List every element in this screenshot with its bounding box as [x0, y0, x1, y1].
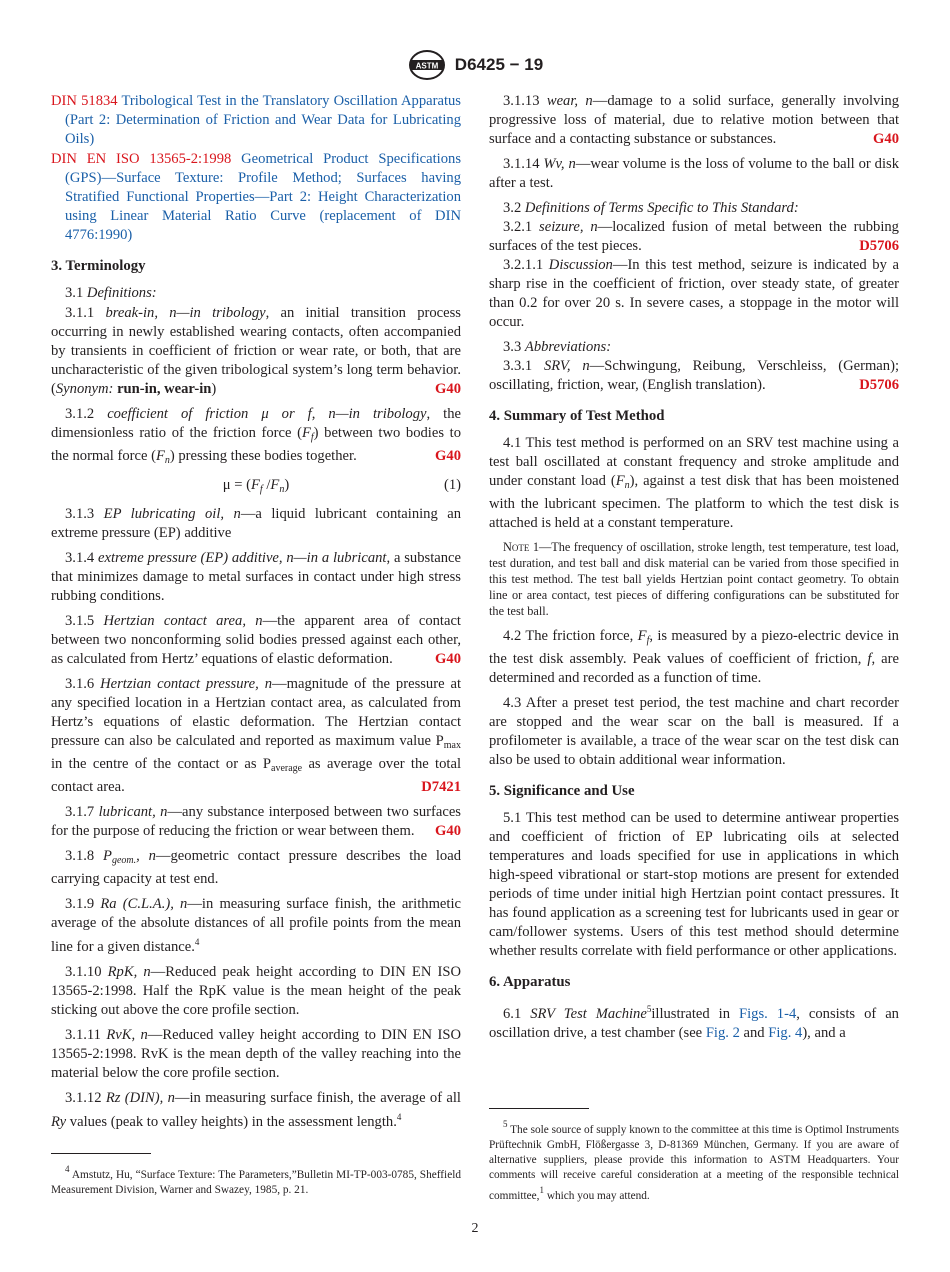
page-number: 2	[471, 1221, 479, 1236]
para-3-1-3: 3.1.3 EP lubricating oil, n—a liquid lubricant containing an extreme pressure (EP) additive	[51, 506, 462, 541]
reference-din-en-iso-13565	[51, 150, 461, 245]
para-3-1-10: 3.1.10 RpK, n—Reduced peak height according to DIN EN ISO 13565-2:1998. Half the RpK value is the mean height of the peak sticking out above the core profile section.	[51, 964, 462, 1018]
footnote-rule	[51, 1153, 151, 1154]
reference-tag[interactable]: D7421	[421, 779, 461, 795]
footnote-4: $^4$ Amstutz, Hu, “Surface Texture: The Parameters,”Bulletin MI-TP-003-0785, Sheffield Measurement Division, Warner and Swazey, 1985, p. 21.	[51, 1164, 461, 1196]
para-4-3: 4.3 After a preset test period, the test machine and chart recorder are stopped and the wear scar on the ball is measured. If a profilometer is available, a trace of the wear scar on the test disk can also be used to obtain additional wear information.	[489, 695, 899, 768]
figure-link[interactable]: Fig. 2	[705, 1025, 740, 1041]
para-3-1-13: 3.1.13 wear, n—damage to a solid surface, generally involving progressive loss of material, due to relative motion between that surface and a contacting substance or substances. G40	[489, 93, 900, 147]
para-5-1: 5.1 This test method can be used to determine antiwear properties and coefficient of friction of EP lubricating oils at selected temperatures and loads specified for use in applications in which high-speed vibrational or start-stop motions are present for extended periods of time under initial high Hertzian point contact pressures. It has found application as a screening test for lubricants used in gear or cam/follower systems. Users of this test method should determine whether results correlate with field performance or other applications.	[489, 810, 899, 959]
para-3-3: 3.3 Abbreviations:	[503, 339, 612, 355]
para-4-1: 4.1 This test method is performed on an SRV test machine using a test ball oscillated at constant frequency and stroke amplitude and under constant load $(F_n)$, against a test disk that has been moistened with the lubricant specimen. The platform to which the test disk is attached is held at a constant temperature.	[489, 435, 899, 531]
reference-tag[interactable]: G40	[873, 131, 899, 147]
reference-code[interactable]: DIN 51834	[51, 93, 118, 109]
standard-designation: D6425 − 19	[454, 55, 544, 74]
para-4-2: 4.2 The friction force, $F_f$, is measured by a piezo-electric device in the test disk assembly. Peak values of coefficient of friction, f, are determined and recorded as a function of time.	[489, 628, 899, 686]
para-3-1-14: 3.1.14 Wv, n—wear volume is the loss of volume to the ball or disk after a test.	[489, 156, 899, 191]
figure-link[interactable]: Figs. 1-4	[739, 1006, 797, 1022]
equation-1: $\mu = (F_f$ $/F_n$) (1)	[222, 477, 461, 495]
para-3-1-7: 3.1.7 lubricant, n—any substance interposed between two surfaces for the purpose of reducing the friction or wear between them. G40	[51, 804, 461, 839]
reference-din51834	[51, 92, 461, 149]
footnote-5: $^5$ The sole source of supply known to the committee at this time is Optimol Instruments Prüftechnik GmbH, Flößergasse 3, D-81369 München, Germany. If you are aware of alternative suppliers, please provide this information to ASTM Headquarters. Your comments will receive careful consideration at a meeting of the responsible technical committee,$^1$ which you may attend.	[489, 1119, 899, 1202]
right-column	[489, 92, 899, 1049]
para-3-3-1: 3.3.1 SRV, n—Schwingung, Reibung, Verschleiss, (German); oscillating, friction, wear, (English translation). D5706	[489, 358, 900, 393]
reference-tag[interactable]: G40	[435, 448, 461, 464]
para-3-1: 3.1 Definitions:	[65, 285, 157, 301]
para-3-1-1: 3.1.1 break-in, n—in tribology, an initial transition process occurring in newly established wearing contacts, often accompanied by transients in coefficient of friction or wear rate, or both, that are uncharacteristic of the given tribological system’s long term behavior. (Synonym: run-in, wear-in) G40	[51, 305, 461, 397]
svg-text:ASTM: ASTM	[415, 61, 439, 71]
reference-tag[interactable]: D5706	[859, 238, 899, 254]
para-3-2: 3.2 Definitions of Terms Specific to This Standard:	[503, 200, 799, 216]
reference-code[interactable]: DIN EN ISO 13565-2:1998	[51, 151, 232, 167]
para-3-1-5: 3.1.5 Hertzian contact area, n—the apparent area of contact between two nonconforming solid bodies pressed against each other, as calculated from Hertz’ equations of elastic deformation. G40	[51, 613, 461, 667]
para-3-1-6: 3.1.6 Hertzian contact pressure, n—magnitude of the pressure at any specified location in a Hertzian contact area, as calculated from Hertz’s equations of elastic deformation. The Hertzian contact pressure can also be calculated and reported as maximum value $P_{max}$ in the centre of the contact or as $P_{average}$ as average over the total contact area. D7421	[51, 676, 462, 795]
note-1: Note 1—The frequency of oscillation, stroke length, test temperature, test load, test duration, and test ball and disk material can be varied from those specified in this test method. The test ball yields Hertzian point contact geometry. To obtain line or area contact, test pieces of differing configurations can be substituted for the test ball.	[489, 540, 899, 618]
reference-title[interactable]: Tribological Test in the Translatory Oscillation Apparatus (Part 2: Determination of Friction and Wear Data for Lubricating Oils)	[65, 93, 461, 147]
para-3-1-9: 3.1.9 Ra (C.L.A.), n—in measuring surface finish, the arithmetic average of the absolute distances of all profile points from the mean line for a given distance.$^4$	[51, 896, 461, 955]
section-heading-apparatus: 6. Apparatus	[489, 974, 571, 990]
para-3-2-1: 3.2.1 seizure, n—localized fusion of metal between the rubbing surfaces of the test pieces. D5706	[489, 219, 899, 254]
reference-tag[interactable]: G40	[435, 381, 461, 397]
footnote-ref[interactable]: 4	[194, 937, 200, 947]
section-heading-summary: 4. Summary of Test Method	[489, 408, 665, 424]
para-3-1-4: 3.1.4 extreme pressure (EP) additive, n—in a lubricant, a substance that minimizes damage to metal surfaces in contact under high stress rubbing conditions.	[51, 550, 461, 604]
para-6-1: 6.1 SRV Test Machine$^5$illustrated in Figs. 1-4, consists of an oscillation drive, a test chamber (see Fig. 2 and Fig. 4), and a	[489, 1004, 899, 1041]
para-3-1-12: 3.1.12 Rz (DIN), n—in measuring surface finish, the average of all Ry values (peak to valley heights) in the assessment length.$^4$	[51, 1090, 461, 1130]
reference-tag[interactable]: D5706	[859, 377, 899, 393]
page-header	[0, 48, 950, 82]
para-3-2-1-1: 3.2.1.1 Discussion—In this test method, seizure is indicated by a sharp rise in the coefficient of friction, over steady state, of greater than 0.2 for over 20 s. In severe cases, a stoppage in the motor will occur.	[489, 257, 900, 330]
reference-tag[interactable]: G40	[435, 651, 461, 667]
astm-logo-icon	[407, 48, 447, 82]
figure-link[interactable]: Fig. 4	[768, 1025, 803, 1041]
para-3-1-2: 3.1.2 coefficient of friction μ or f, n—in tribology, the dimensionless ratio of the friction force $(F_f)$ between two bodies to the normal force $(F_n)$ pressing these bodies together. G40	[51, 406, 461, 466]
footnote-rule	[489, 1108, 589, 1109]
footnote-ref[interactable]: 4	[396, 1112, 402, 1122]
equation-number: (1)	[443, 477, 461, 493]
reference-tag[interactable]: G40	[435, 823, 461, 839]
para-3-1-8: 3.1.8 $P_{geom.}$, n—geometric contact pressure describes the load carrying capacity at test end.	[51, 848, 462, 887]
section-heading-terminology: 3. Terminology	[51, 258, 146, 274]
left-column	[51, 92, 461, 1138]
footnote-ref[interactable]: 1	[539, 1185, 545, 1195]
para-3-1-11: 3.1.11 RvK, n—Reduced valley height according to DIN EN ISO 13565-2:1998. RvK is the mean depth of the valley reaching into the material below the core profile section.	[51, 1027, 461, 1081]
section-heading-significance: 5. Significance and Use	[489, 783, 635, 799]
footnote-ref[interactable]: 5	[646, 1004, 652, 1014]
reference-title[interactable]: Geometrical Product Specifications (GPS)—Surface Texture: Profile Method; Surfaces having Stratified Functional Properties—Part 2: Height Characterization using Linear Material Ratio Curve (replacement of DIN 4776:1990)	[65, 151, 461, 243]
